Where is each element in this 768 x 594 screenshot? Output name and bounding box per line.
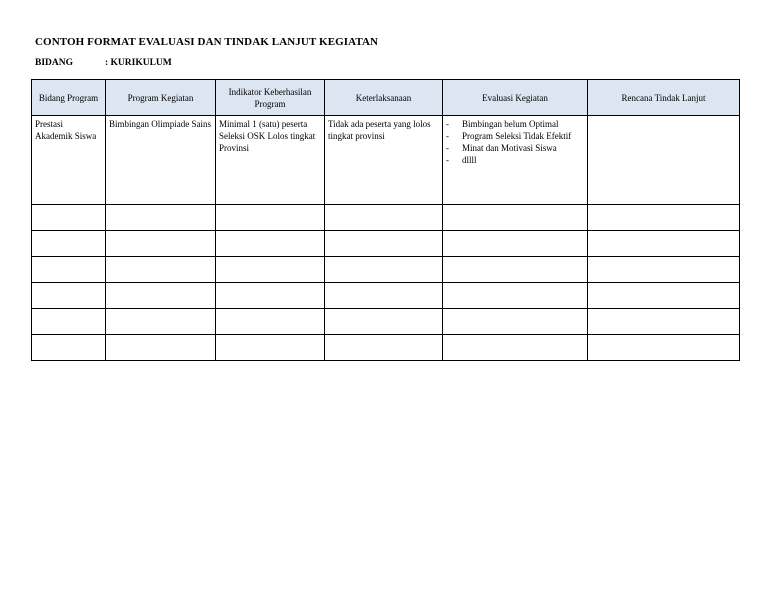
- cell-bidang-program: [32, 283, 106, 309]
- evaluasi-list: [446, 118, 583, 166]
- cell-indikator: [216, 257, 325, 283]
- cell-program-kegiatan: [106, 335, 216, 361]
- cell-rencana-tindak-lanjut: [588, 116, 740, 205]
- header-rencana-tindak-lanjut: Rencana Tindak Lanjut: [588, 80, 740, 116]
- bidang-label: BIDANG: [35, 58, 74, 68]
- cell-program-kegiatan: [106, 231, 216, 257]
- cell-rencana-tindak-lanjut: [588, 205, 740, 231]
- cell-keterlaksanaan: [325, 205, 443, 231]
- cell-program-kegiatan: [106, 309, 216, 335]
- cell-evaluasi-kegiatan: [443, 335, 588, 361]
- evaluasi-item-text: dllll: [462, 155, 477, 165]
- bullet-dash: -: [446, 119, 449, 129]
- cell-program-kegiatan: [106, 283, 216, 309]
- cell-rencana-tindak-lanjut: [588, 335, 740, 361]
- list-item: [446, 154, 583, 166]
- list-item: [446, 118, 583, 130]
- bidang-row: [35, 58, 172, 68]
- table-row: [32, 283, 740, 309]
- table-row: [32, 257, 740, 283]
- cell-program-kegiatan: [106, 205, 216, 231]
- cell-indikator: [216, 309, 325, 335]
- cell-program-kegiatan: Bimbingan Olimpiade Sains: [106, 116, 216, 205]
- bullet-dash: -: [446, 143, 449, 153]
- evaluasi-item-text: Bimbingan belum Optimal: [462, 119, 559, 129]
- cell-keterlaksanaan: [325, 309, 443, 335]
- table-row: [32, 335, 740, 361]
- cell-bidang-program: [32, 257, 106, 283]
- cell-evaluasi-kegiatan: [443, 257, 588, 283]
- cell-indikator: [216, 205, 325, 231]
- cell-indikator: [216, 335, 325, 361]
- evaluation-table: [31, 79, 740, 361]
- cell-rencana-tindak-lanjut: [588, 231, 740, 257]
- cell-indikator: [216, 283, 325, 309]
- cell-keterlaksanaan: [325, 283, 443, 309]
- cell-bidang-program: [32, 205, 106, 231]
- cell-keterlaksanaan: [325, 335, 443, 361]
- cell-evaluasi-kegiatan: [443, 205, 588, 231]
- cell-bidang-program: [32, 335, 106, 361]
- table-row: [32, 205, 740, 231]
- header-indikator-keberhasilan: Indikator Keberhasilan Program: [216, 80, 325, 116]
- header-keterlaksanaan: Keterlaksanaan: [325, 80, 443, 116]
- cell-evaluasi-kegiatan: [443, 116, 588, 205]
- cell-evaluasi-kegiatan: [443, 231, 588, 257]
- table-header-row: [32, 80, 740, 116]
- cell-program-kegiatan: [106, 257, 216, 283]
- document-title: CONTOH FORMAT EVALUASI DAN TINDAK LANJUT KEGIATAN: [35, 36, 379, 48]
- table-row: [32, 231, 740, 257]
- bullet-dash: -: [446, 155, 449, 165]
- bullet-dash: -: [446, 131, 449, 141]
- cell-bidang-program: [32, 309, 106, 335]
- header-bidang-program: Bidang Program: [32, 80, 106, 116]
- cell-keterlaksanaan: [325, 231, 443, 257]
- cell-indikator: Minimal 1 (satu) peserta Seleksi OSK Lolos tingkat Provinsi: [216, 116, 325, 205]
- list-item: [446, 130, 583, 142]
- cell-rencana-tindak-lanjut: [588, 309, 740, 335]
- cell-evaluasi-kegiatan: [443, 309, 588, 335]
- cell-bidang-program: Prestasi Akademik Siswa: [32, 116, 106, 205]
- header-program-kegiatan: Program Kegiatan: [106, 80, 216, 116]
- cell-rencana-tindak-lanjut: [588, 283, 740, 309]
- evaluasi-item-text: Program Seleksi Tidak Efektif: [462, 131, 572, 141]
- table-row: [32, 309, 740, 335]
- bidang-value: : KURIKULUM: [105, 58, 172, 68]
- header-evaluasi-kegiatan: Evaluasi Kegiatan: [443, 80, 588, 116]
- evaluasi-item-text: Minat dan Motivasi Siswa: [462, 143, 557, 153]
- cell-evaluasi-kegiatan: [443, 283, 588, 309]
- cell-rencana-tindak-lanjut: [588, 257, 740, 283]
- table-row: [32, 116, 740, 205]
- cell-keterlaksanaan: [325, 257, 443, 283]
- cell-keterlaksanaan: Tidak ada peserta yang lolos tingkat provinsi: [325, 116, 443, 205]
- cell-indikator: [216, 231, 325, 257]
- list-item: [446, 142, 583, 154]
- cell-bidang-program: [32, 231, 106, 257]
